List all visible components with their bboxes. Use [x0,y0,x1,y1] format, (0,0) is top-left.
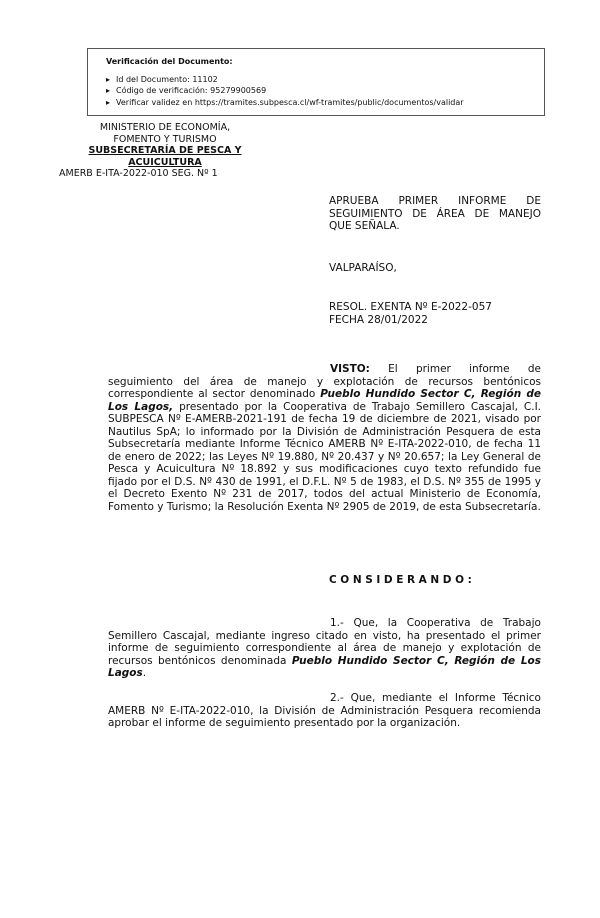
lead-word: 1.- [330,617,344,629]
visto-text-a: seguimiento del área de manejo y explotación de recursos bentónicos correspondiente al sector denominado [108,375,541,400]
considerando-item-2 [108,692,541,730]
considerando-item-1 [108,617,541,680]
resolution-title [329,195,541,233]
title-line-2 [329,208,541,221]
ministry-line-1: MINISTERIO DE ECONOMÍA, [99,122,231,133]
title-word: DE [412,207,427,220]
item2-lead [108,692,541,705]
ministry-line-2: FOMENTO Y TURISMO [113,133,217,145]
verification-title: Verificación del Documento: [106,57,233,66]
title-line-3: QUE SEÑALA. [329,220,400,232]
lead-word: primer [415,363,451,375]
visto-body [108,376,541,514]
title-word: PRIMER [398,195,439,207]
lead-word: Trabajo [502,617,541,629]
item1-body [108,630,541,680]
title-word: APRUEBA [329,195,379,207]
visto-text-b: presentado por la Cooperativa de Trabajo Semillero Cascajal, C.I. SUBPESCA Nº E-AMERB-2021-191 de fecha 19 de diciembre de 2021, visado por Nautilus SpA; lo informado por la División de Administración Pesquera de esta Subsecretaría mediante Informe Técnico AMERB Nº E-ITA-2022-010, de fecha 11 de enero de 2022; las Leyes Nº 19.880, Nº 20.437 y Nº 20.657; la Ley General de Pesca y Acuicultura Nº 18.892 y sus modificaciones cuyo texto refundido fue fijado por el D.S. Nº 430 de 1991, el D.F.L. Nº 5 de 1983, el D.S. Nº 355 de 1995 y el Decreto Exento Nº 231 de 2017, todos del actual Ministerio de Economía, Fomento y Turismo; la Resolución Exenta Nº 2905 de 2019, de esta Subsecretaría. [108,400,542,513]
verification-code: ▸ Código de verificación: 95279900569 [106,85,544,97]
item1-place-name: Pueblo Hundido Sector C, Región de Los Lagos [108,654,541,679]
lead-word: Que, [353,617,379,629]
resolution-number: RESOL. EXENTA Nº E-2022-057 [329,301,492,313]
verification-box [87,48,545,116]
lead-word: el [438,692,449,704]
lead-word: El [388,363,398,375]
title-line-1 [329,195,541,208]
visto-section [108,363,541,513]
place: VALPARAÍSO, [329,262,397,274]
verification-list [106,74,544,109]
visto-label: VISTO: [330,363,370,375]
lead-word: mediante [382,692,432,704]
lead-word: informe [469,363,510,375]
subsecretary-line-1: SUBSECRETARÍA DE PESCA Y [88,145,242,156]
lead-word: la [387,617,398,629]
visto-place-name: Pueblo Hundido Sector C, Región de Los Lagos, [108,388,542,413]
lead-word: Informe [454,692,496,704]
resolution-date: FECHA 28/01/2022 [329,313,428,326]
title-word: ÁREA [436,207,465,220]
lead-word: de [480,617,494,629]
item2-body: AMERB Nº E-ITA-2022-010, la División de Administración Pesquera recomienda aprobar el informe de seguimiento presentado por la organización. [108,704,541,729]
item1-text-a: Semillero Cascajal, mediante ingreso citado en visto, ha presentado el primer informe de seguimiento correspondiente al área de manejo y explotación de recursos bentónicos denominada [108,629,541,667]
title-word: INFORME [458,195,507,207]
title-word: MANEJO [498,207,541,220]
title-word: DE [526,195,541,207]
title-word: DE [474,207,490,220]
item1-text-b: . [142,667,147,679]
lead-word: Cooperativa [406,617,471,629]
lead-word: 2.- [330,692,344,704]
resolution-info [329,301,541,326]
lead-word: de [527,363,541,375]
verification-url[interactable]: ▸ Verificar validez en https://tramites.subpesca.cl/wf-tramites/public/documentos/validar [106,97,544,109]
considerando-heading: CONSIDERANDO: [329,574,476,586]
lead-word: Que, [350,692,376,704]
item1-lead [108,617,541,630]
document-reference: AMERB E-ITA-2022-010 SEG. Nº 1 [59,168,218,179]
subsecretary-line-2: ACUICULTURA [128,156,202,168]
org-header [60,122,270,180]
document-id: ▸ Id del Documento: 11102 [106,74,544,86]
lead-word: Técnico [502,692,541,704]
visto-lead [108,363,541,376]
title-word: SEGUIMIENTO [329,207,403,220]
